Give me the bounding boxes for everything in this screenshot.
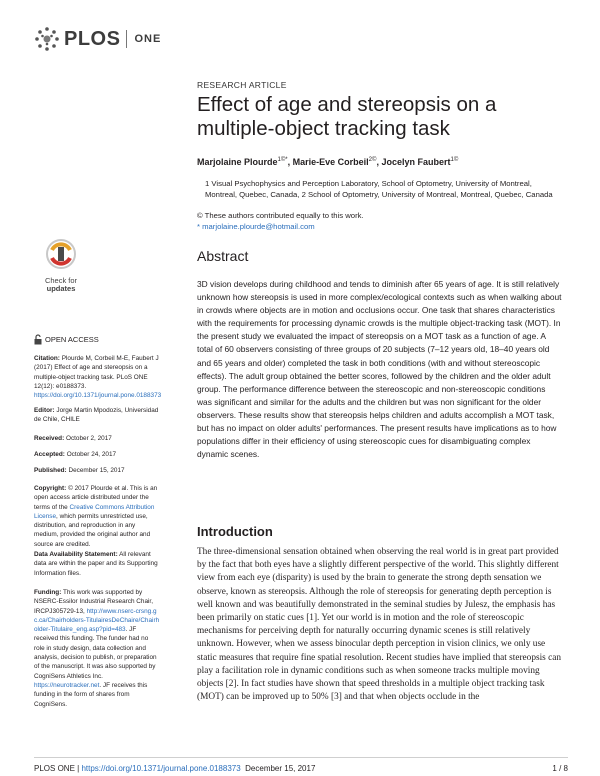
accepted-date: October 24, 2017 <box>66 451 117 458</box>
data-availability-block <box>34 550 160 578</box>
funding-text: This work was supported by NSERC-Essilor Industrial Research Chair, IRCPJ305729-13, <box>34 589 153 615</box>
copyright-text: © 2017 Plourde et al. This is an open access article distributed under the terms of the <box>34 485 158 511</box>
citation-doi-link[interactable]: https://doi.org/10.1371/journal.pone.0188373 <box>34 392 162 400</box>
citation-block <box>34 354 160 400</box>
open-lock-icon <box>34 334 42 345</box>
funding-text-2: . JF received this funding. The funder had no role in study design, data collection and analysis, decision to publish, or preparation of the manuscript. It was also supported by CogniSens Athletics Inc. <box>34 626 157 680</box>
open-access <box>34 334 99 345</box>
introduction-heading: Introduction <box>197 524 273 539</box>
badge-label-2: updates <box>46 284 76 293</box>
published-block <box>34 466 160 475</box>
editor-block <box>34 406 160 425</box>
update-circle-icon <box>36 238 86 272</box>
accepted-label: Accepted: <box>34 451 65 458</box>
journal-name: ONE <box>134 33 162 45</box>
logo-divider <box>126 30 127 48</box>
footer-left: PLOS ONE | https://doi.org/10.1371/journal.pone.0188373 December 15, 2017 <box>34 764 316 773</box>
introduction-text: The three-dimensional sensation obtained when observing the real world is in great part provided by the fact that both eyes have a slightly different perspective of the world. This slightly different view from each eye (disparity) is used by the brain to generate the strong depth sensation we observe, known as stereopsis. Although the role of stereopsis for generating depth perception is well known and was beautifully demonstrated in the seminal studies by Julesz, the emphasis has been primarily on static cues [1]. Yet our world is in motion and the role of stereoscopic mechanisms for perceiving depth for naturally occurring dynamic scenes is still relatively unknown. However, when we assess binocular depth perception in vision clinics, we only use static measures that require fine spatial resolution. Recent studies have implied that stereopsis can play a facilitation role in dynamic conditions such as when someone tracks multiple moving objects [2]. In fact studies have shown that speed thresholds in a multiple object tracking task (MOT) can be improved up to 50% [3] and that when objects occlude in the <box>197 547 562 703</box>
data-availability-text: All relevant data are within the paper and its Supporting Information files. <box>34 551 158 577</box>
author-name: Marjolaine Plourde <box>197 157 278 167</box>
editor-label: Editor: <box>34 407 55 414</box>
abstract-heading: Abstract <box>197 248 249 264</box>
footer-journal: PLOS ONE <box>34 764 75 773</box>
funding-block <box>34 588 160 709</box>
author-name: Marie-Eve Corbeil <box>292 157 369 167</box>
article-type: RESEARCH ARTICLE <box>197 80 287 90</box>
published-label: Published: <box>34 467 67 474</box>
received-date: October 2, 2017 <box>65 435 112 442</box>
citation-label: Citation: <box>34 355 60 362</box>
accepted-block <box>34 450 160 459</box>
author-list: Marjolaine Plourde$^{1©*}$, Marie-Eve Corbeil$^{2©}$, Jocelyn Faubert$^{1©}$ <box>197 157 459 167</box>
abstract-text: 3D vision develops during childhood and tends to diminish after 65 years of age. It is still relatively unknown how stereopsis is used in more complex/ecological contexts such as when walking about in crowds where objects are in motion and occlusions occur. One task that shares characteristics with the requirements for processing dynamic crowds is the multiple object-tracking task (MOT). In the present study we evaluated the impact of stereopsis on a MOT task as a function of age. A total of 60 observers consisting of three groups of 20 subjects (7–12 years old, 18–40 years old and 65 years and older) completed the task in both conditions (with and without stereoscopic effects). The adult group obtained the better scores, followed by the children and the older adult group. The performance difference between the stereoscopic and non-stereoscopic conditions was significant and similar for the adults and the children but was non significant for the older observers. These results show that stereopsis helps children and adults accomplish a MOT task, but has no impact on older adults' performances. The present results have implications as to how populations differ in their efficiency of using stereoscopic cues for disambiguating complex dynamic scenes. <box>197 279 562 460</box>
corresponding-email[interactable]: * marjolaine.plourde@hotmail.com <box>197 222 315 231</box>
page-number: 1 / 8 <box>552 764 568 773</box>
published-date: December 15, 2017 <box>68 467 125 474</box>
equal-contribution-note: © These authors contributed equally to this work. <box>197 211 364 220</box>
author-name: Jocelyn Faubert <box>381 157 451 167</box>
open-access-label: OPEN ACCESS <box>45 335 99 344</box>
brand-name: PLOS <box>64 27 121 50</box>
nserc-link[interactable]: http://www.nserc-crsng.gc.ca/Chairholders-TitulairesDeChaire/Chairholder-Titulaire_eng.asp?pid=483 <box>34 607 160 634</box>
footer-divider <box>34 757 568 758</box>
article-title: Effect of age and stereopsis on a multiple-object tracking task <box>197 93 497 140</box>
author-marks: 2© <box>368 157 377 163</box>
plos-dots-icon <box>34 26 60 52</box>
copyright-label: Copyright: <box>34 485 67 492</box>
author-notes <box>197 210 557 232</box>
received-block <box>34 434 160 443</box>
footer-doi-link[interactable]: https://doi.org/10.1371/journal.pone.0188373 <box>81 764 241 773</box>
copyright-block <box>34 484 160 549</box>
editor-text: Jorge Martin Mpodozis, Universidad de Chile, CHILE <box>34 407 159 424</box>
neurotracker-link[interactable]: https://neurotracker.net <box>34 681 100 689</box>
data-availability-label: Data Availability Statement: <box>34 551 118 558</box>
copyright-text-2: , which permits unrestricted use, distribution, and reproduction in any medium, provided the original author and source are credited. <box>34 512 151 548</box>
author-marks: 1©* <box>277 157 288 163</box>
citation-text: Plourde M, Corbeil M-E, Faubert J (2017) Effect of age and stereopsis on a multiple-object tracking task. PLoS ONE 12(12): e0188373. <box>34 355 159 390</box>
cc-license-link[interactable]: Creative Commons Attribution License <box>34 503 155 520</box>
page-footer <box>34 764 568 773</box>
funding-text-3: . JF receives this funding in the form of shares from CogniSens. <box>34 681 148 708</box>
affiliations: 1 Visual Psychophysics and Perception Laboratory, School of Optometry, University of Montreal, Montreal, Quebec, Canada, 2 School of Optometry, University of Montreal, Montreal, Quebec, Canada <box>205 179 553 199</box>
check-for-updates-badge[interactable] <box>36 238 86 294</box>
badge-label-1: Check for <box>44 276 78 285</box>
author-marks: 1© <box>450 157 459 163</box>
received-label: Received: <box>34 435 65 442</box>
funding-label: Funding: <box>34 589 62 596</box>
plos-logo <box>34 26 174 52</box>
footer-date: December 15, 2017 <box>245 764 316 773</box>
